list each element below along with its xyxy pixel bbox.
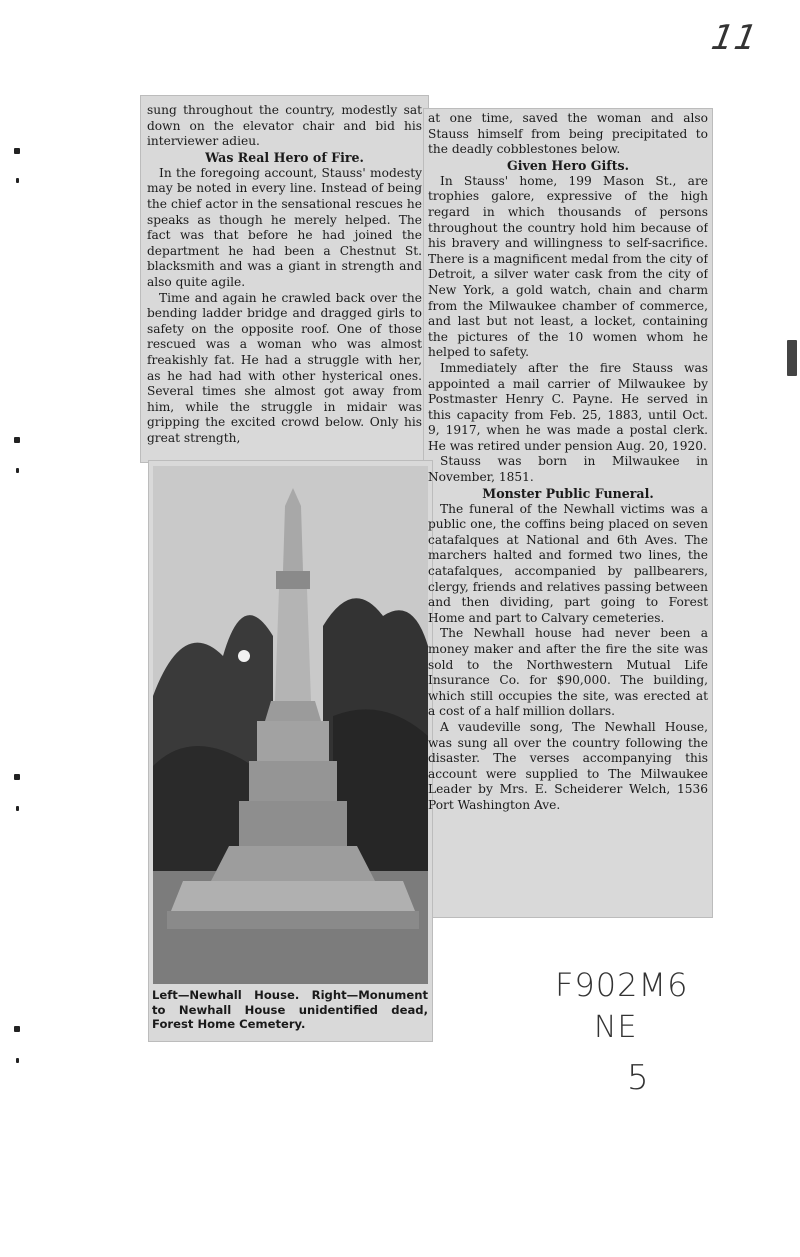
photo-caption: Left—Newhall House. Right—Monument to Newhall House unidentified dead, Forest Home Cemetery. (152, 988, 428, 1031)
paragraph: In Stauss' home, 199 Mason St., are trophies galore, expressive of the high regard in which thousands of persons throughout the country hold him because of his bravery and willingness to self-sacrifice. There is a magnificent medal from the city of Detroit, a silver water cask from the city of New York, a gold watch, chain and charm from the Milwaukee chamber of commerce, and last but not least, a locket, containing the pictures of the 10 women whom he helped to safety. (428, 173, 708, 360)
heading-real-hero: Was Real Hero of Fire. (205, 149, 364, 165)
handwritten-call-number: F902M6 (555, 966, 689, 1004)
heading-hero-gifts: Given Hero Gifts. (507, 157, 629, 173)
paragraph: Stauss was born in Milwaukee in November, 1851. (428, 454, 708, 485)
margin-mark (16, 1058, 19, 1063)
margin-mark (16, 468, 19, 473)
paragraph: The Newhall house had never been a money maker and after the fire the site was sold to the Northwestern Mutual Life Insurance Co. for $90,000. The building, which still occupies the site, was erected at a cost of a half million dollars. (428, 626, 708, 719)
left-intro: sung throughout the country, modestly sat down on the elevator chair and bid his interviewer adieu. (147, 103, 422, 149)
paragraph: Time and again he crawled back over the bending ladder bridge and dragged girls to safety on the opposite roof. One of those rescued was a woman who was almost freakishly fat. He had a struggle with her, as he had had with other hysterical ones. Several times she almost got away from him, while the struggle in midair was gripping the excited crowd below. Only his great strength, (147, 290, 422, 445)
paragraph: A vaudeville song, The Newhall House, was sung all over the country following the disaster. The verses accompanying this account were supplied to The Milwaukee Leader by Mrs. E. Scheiderer Welch, 1536 Port Washington Ave. (428, 719, 708, 812)
heading-public-funeral: Monster Public Funeral. (482, 485, 654, 501)
paragraph: Immediately after the fire Stauss was appointed a mail carrier of Milwaukee by Postmaster Henry C. Payne. He served in this capacity from Feb. 25, 1883, until Oct. 9, 1917, when he was made a postal clerk. He was retired under pension Aug. 20, 1920. (428, 360, 708, 453)
handwritten-note: NE (594, 1010, 638, 1045)
page-number: 11 (708, 18, 761, 58)
paragraph: In the foregoing account, Stauss' modesty may be noted in every line. Instead of being the chief actor in the sensational rescues he speaks as though he merely helped. The fact was that before he had joined the department he had been a Chestnut St. blacksmith and was a giant in strength and also quite agile. (147, 165, 422, 289)
right-column (428, 111, 708, 814)
right-continuation: at one time, saved the woman and also Stauss himself from being precipitated to the deadly cobblestones below. (428, 111, 708, 157)
paragraph: The funeral of the Newhall victims was a public one, the coffins being placed on seven catafalques at National and 6th Aves. The marchers halted and formed two lines, the catafalques, accompanied by pallbearers, clergy, friends and relatives passing between and then dividing, part going to Forest Home and part to Calvary cemeteries. (428, 501, 708, 625)
margin-mark (16, 178, 19, 183)
handwritten-number: 5 (627, 1058, 650, 1098)
margin-mark (14, 1026, 20, 1032)
margin-mark (787, 340, 797, 376)
margin-mark (14, 437, 20, 443)
margin-mark (14, 774, 20, 780)
monument-photo (153, 466, 428, 984)
margin-mark (16, 806, 19, 811)
left-column (147, 103, 422, 446)
margin-mark (14, 148, 20, 154)
